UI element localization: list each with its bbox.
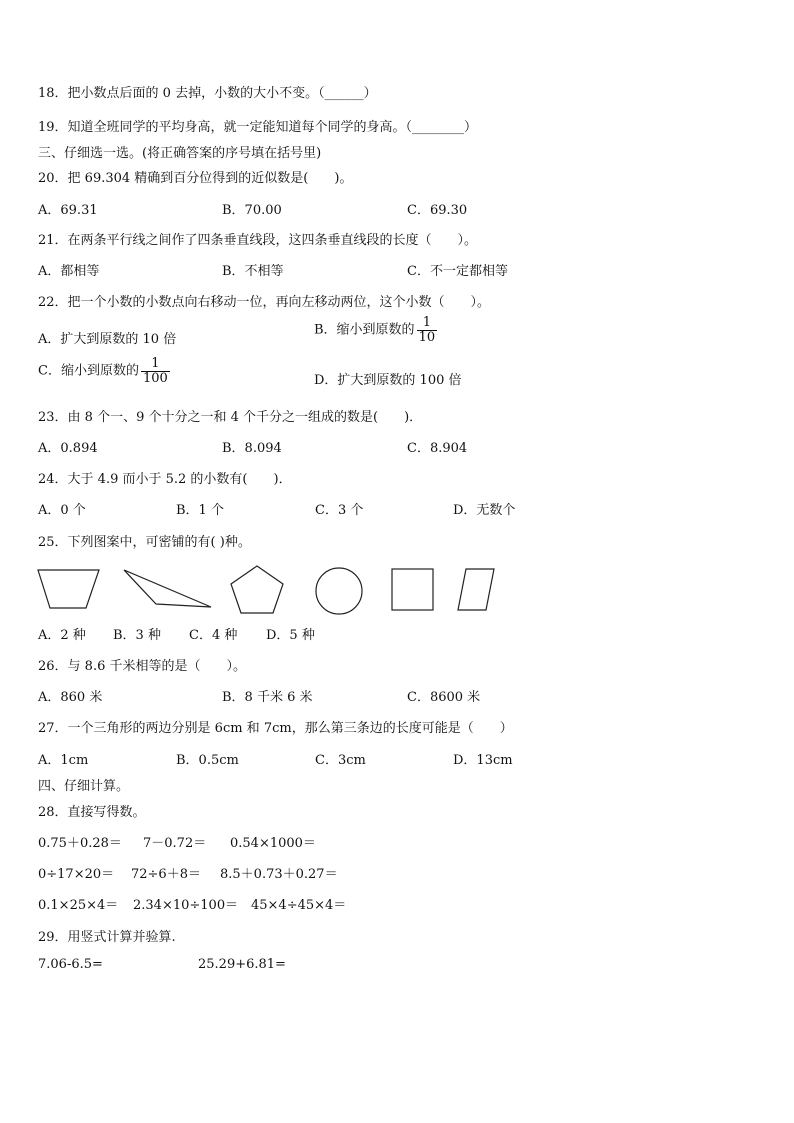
question-22-stem: 22．把一个小数的小数点向右移动一位，再向左移动两位，这个小数（ ）。 — [38, 295, 491, 310]
q26-option-a: A．860 米 — [38, 690, 103, 705]
fraction-one-tenth — [417, 316, 438, 344]
q25-option-b: B．3 种 — [113, 628, 161, 643]
q29-item-1: 7.06-6.5= — [38, 957, 103, 972]
question-21-stem: 21．在两条平行线之间作了四条垂直线段，这四条垂直线段的长度（ ）。 — [38, 233, 478, 248]
q25-option-d: D．5 种 — [266, 628, 315, 643]
pentagon-shape — [231, 566, 283, 613]
q28-calc-4: 0÷17×20＝ — [38, 867, 115, 882]
fraction-denominator: 100 — [142, 370, 168, 386]
question-19: 19．知道全班同学的平均身高，就一定能知道每个同学的身高。（________） — [38, 120, 478, 135]
q24-option-a: A．0 个 — [38, 503, 86, 518]
question-23-stem: 23．由 8 个一、9 个十分之一和 4 个千分之一组成的数是( )． — [38, 410, 423, 425]
q24-option-d: D．无数个 — [453, 503, 516, 518]
q28-calc-7: 0.1×25×4＝ — [38, 898, 119, 913]
q28-calc-3: 0.54×1000＝ — [230, 836, 316, 851]
question-25-stem: 25．下列图案中，可密铺的有( )种。 — [38, 535, 251, 550]
q25-option-a: A．2 种 — [38, 628, 86, 643]
section-3-heading: 三、仔细选一选。(将正确答案的序号填在括号里) — [38, 146, 322, 161]
triangle-shape — [124, 570, 211, 607]
q25-option-c: C．4 种 — [189, 628, 238, 643]
question-27-stem: 27．一个三角形的两边分别是 6cm 和 7cm，那么第三条边的长度可能是（ ） — [38, 721, 513, 736]
section-4-heading: 四、仔细计算。 — [38, 779, 130, 794]
q28-calc-1: 0.75＋0.28＝ — [38, 836, 122, 851]
tessellation-shapes — [36, 562, 506, 618]
q26-option-c: C．8600 米 — [407, 690, 481, 705]
trapezoid-shape — [38, 570, 99, 608]
q27-option-b: B．0.5cm — [176, 753, 239, 768]
q26-option-b: B．8 千米 6 米 — [222, 690, 313, 705]
q22-option-a: A．扩大到原数的 10 倍 — [38, 332, 177, 347]
fraction-numerator: 1 — [422, 315, 431, 330]
parallelogram-shape — [458, 569, 494, 610]
q20-option-a: A．69.31 — [38, 203, 98, 218]
q24-option-b: B．1 个 — [176, 503, 224, 518]
fraction-numerator: 1 — [151, 356, 160, 371]
fraction-denominator: 10 — [418, 329, 436, 345]
q22-option-c — [38, 357, 170, 385]
q22-option-c-text: C．缩小到原数的 — [38, 363, 139, 379]
question-26-stem: 26．与 8.6 千米相等的是（ ）。 — [38, 659, 246, 674]
question-28-stem: 28．直接写得数。 — [38, 805, 146, 820]
square-shape — [392, 569, 433, 610]
q22-option-b-text: B．缩小到原数的 — [314, 322, 415, 338]
q21-option-c: C．不一定都相等 — [407, 264, 508, 279]
fraction-one-hundredth — [141, 357, 170, 385]
question-29-stem: 29．用竖式计算并验算. — [38, 930, 176, 945]
q27-option-c: C．3cm — [315, 753, 366, 768]
question-24-stem: 24．大于 4.9 而小于 5.2 的小数有( )． — [38, 472, 292, 487]
question-20-stem: 20．把 69.304 精确到百分位得到的近似数是( )。 — [38, 171, 353, 186]
q24-option-c: C．3 个 — [315, 503, 364, 518]
q28-calc-5: 72÷6＋8＝ — [131, 867, 201, 882]
shapes-figure — [36, 562, 506, 618]
q23-option-b: B．8.094 — [222, 441, 282, 456]
q27-option-d: D．13cm — [453, 753, 513, 768]
q23-option-c: C．8.904 — [407, 441, 468, 456]
q28-calc-9: 45×4÷45×4＝ — [251, 898, 347, 913]
q20-option-c: C．69.30 — [407, 203, 468, 218]
q29-item-2: 25.29+6.81= — [198, 957, 286, 972]
q28-calc-8: 2.34×10÷100＝ — [133, 898, 239, 913]
q27-option-a: A．1cm — [38, 753, 89, 768]
q20-option-b: B．70.00 — [222, 203, 282, 218]
q22-option-d: D．扩大到原数的 100 倍 — [314, 373, 462, 388]
q21-option-b: B．不相等 — [222, 264, 284, 279]
q22-option-b — [314, 316, 437, 344]
q28-calc-2: 7－0.72＝ — [143, 836, 207, 851]
q23-option-a: A．0.894 — [38, 441, 98, 456]
question-18: 18．把小数点后面的 0 去掉，小数的大小不变。（______） — [38, 86, 377, 101]
circle-shape — [316, 568, 362, 614]
q28-calc-6: 8.5＋0.73＋0.27＝ — [220, 867, 338, 882]
q21-option-a: A．都相等 — [38, 264, 100, 279]
